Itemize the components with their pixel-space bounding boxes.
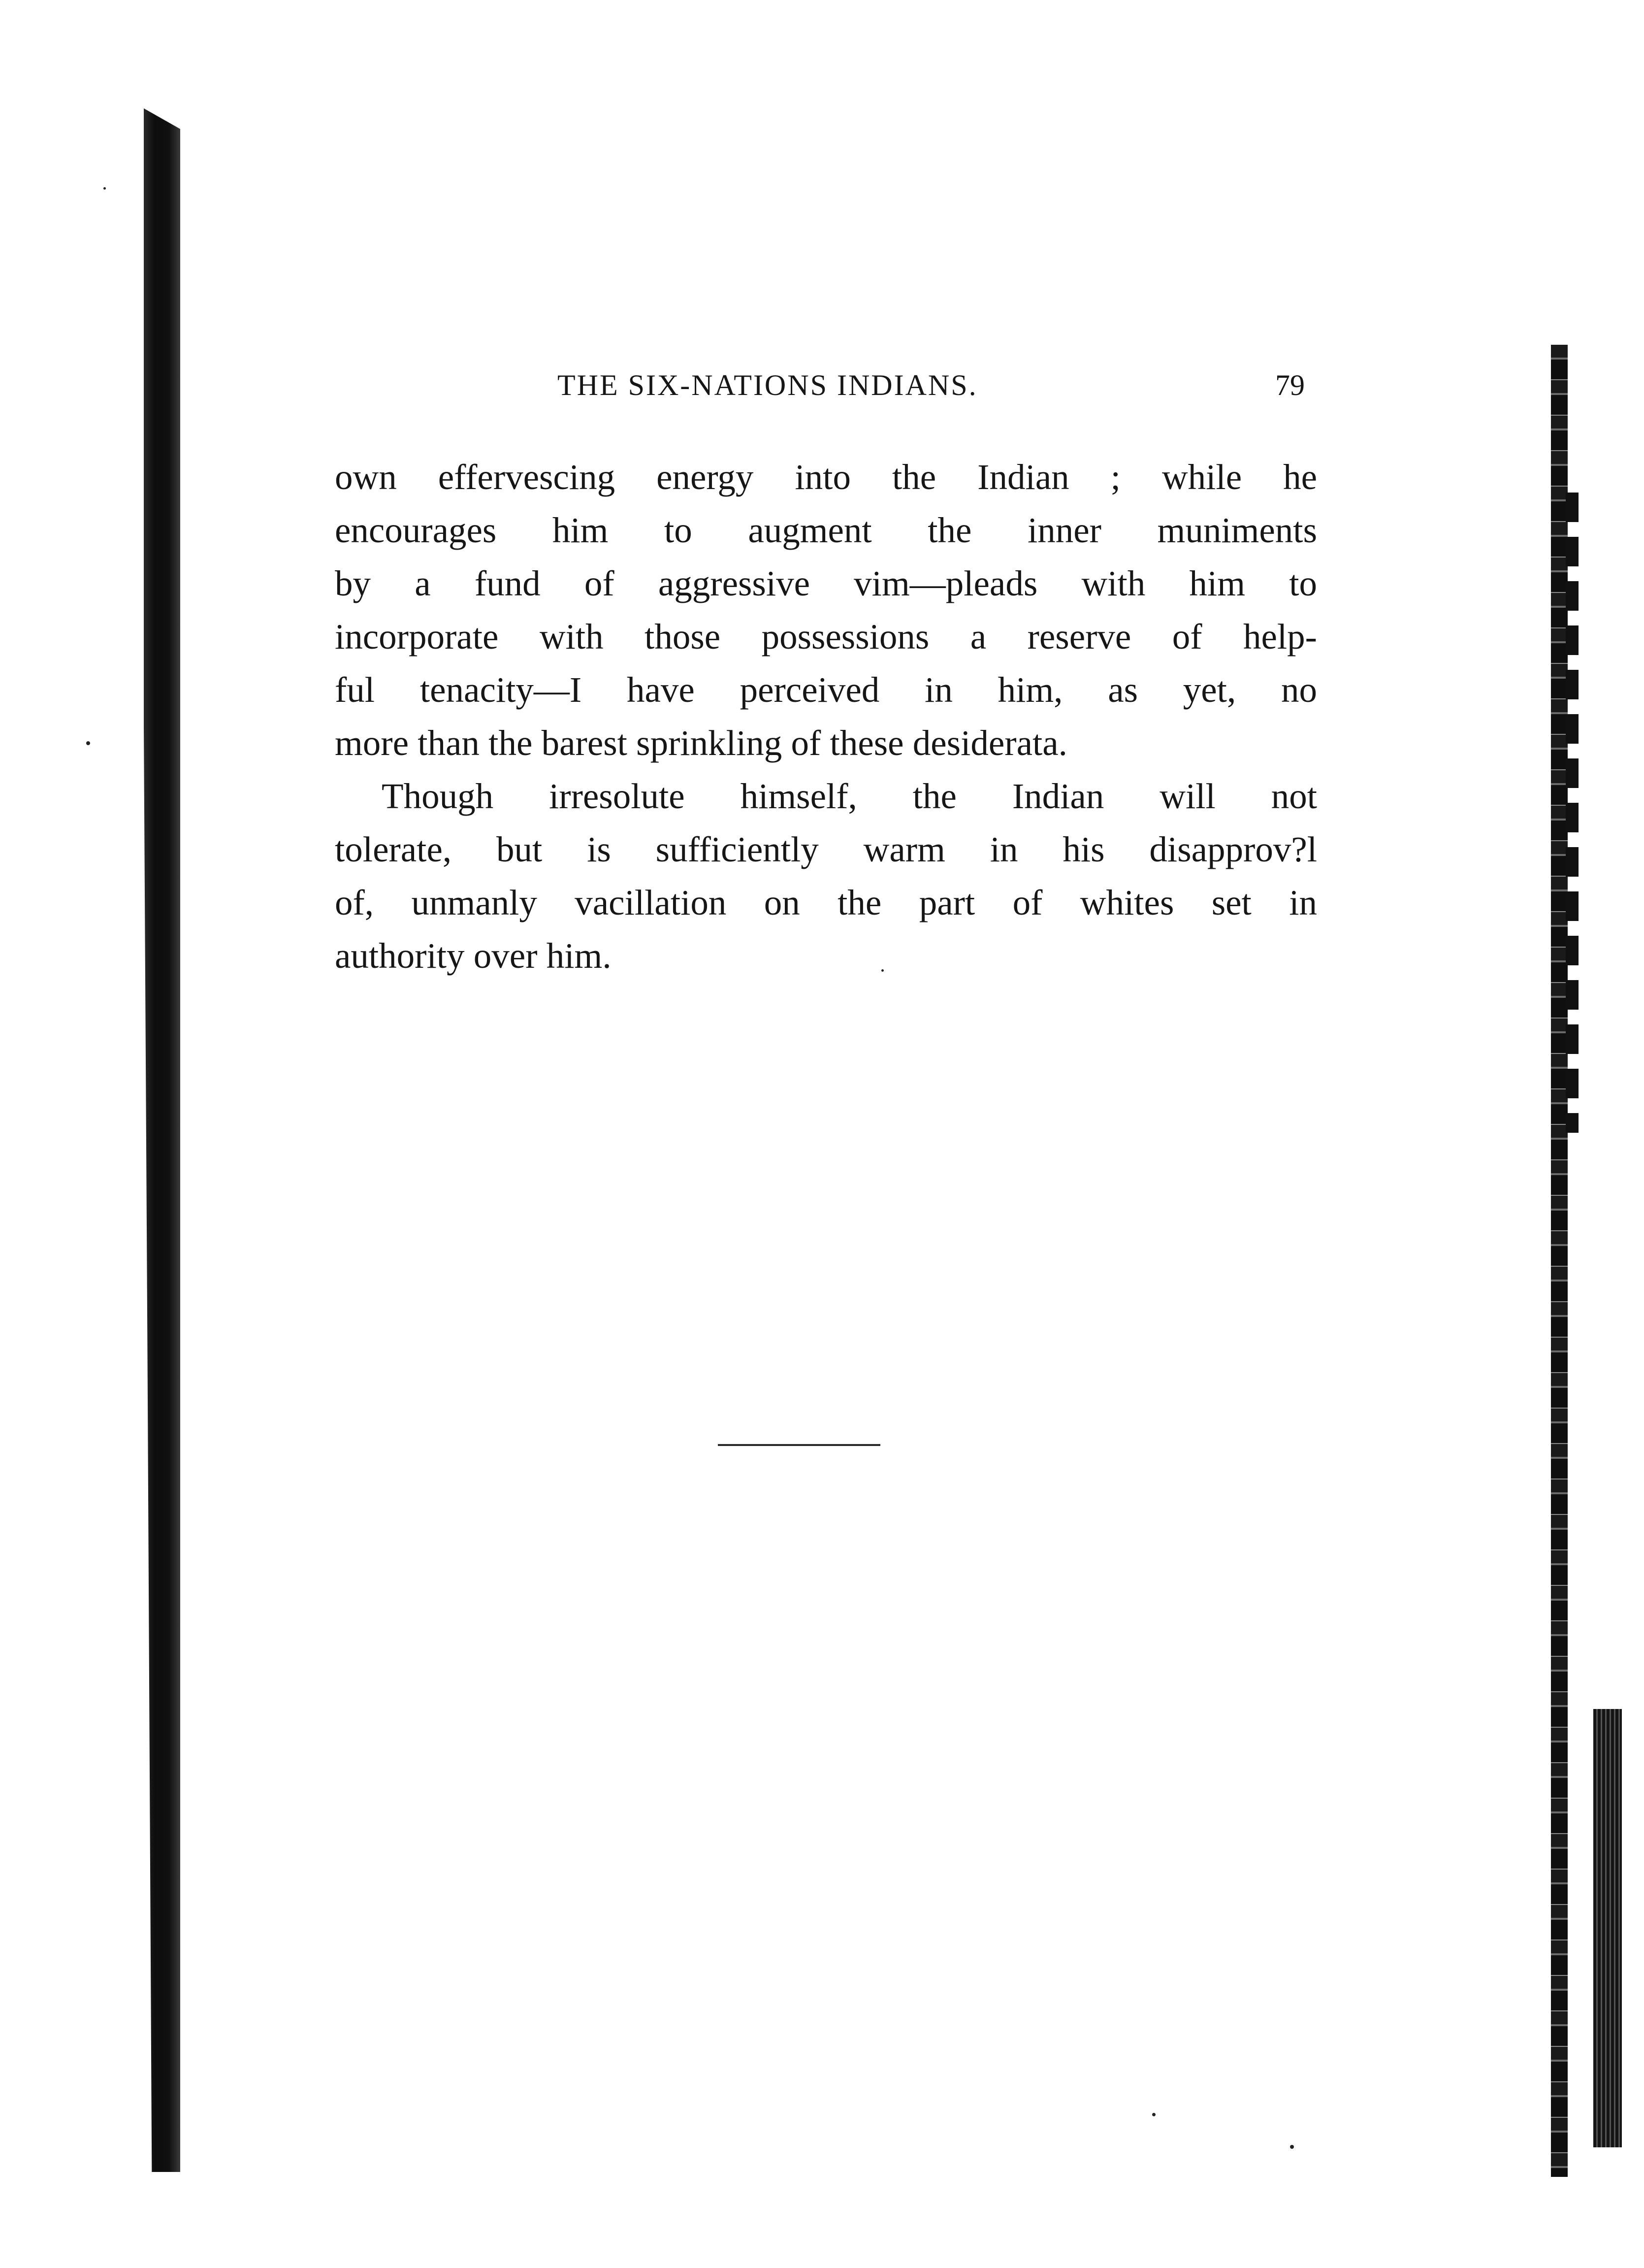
scan-speck: [103, 187, 106, 190]
text-line: authority over him.: [335, 936, 612, 976]
section-end-rule: [718, 1444, 880, 1446]
scan-speck: [86, 741, 90, 745]
text-line: incorporate with those possessions a reserve of help-: [335, 617, 1317, 657]
text-line: by a fund of aggressive vim—pleads with him to: [335, 563, 1317, 603]
text-line: tolerate, but is sufficiently warm in his disapprov?l: [335, 829, 1317, 869]
text-line: Though irresolute himself, the Indian will not: [382, 776, 1317, 816]
paragraph: [335, 451, 1317, 770]
scan-gutter-shadow-left: [144, 108, 180, 2172]
paragraph: [335, 770, 1317, 983]
running-head: THE SIX-NATIONS INDIANS.: [557, 369, 978, 401]
scan-edge-block: [1593, 1709, 1622, 2147]
text-line: ful tenacity—I have perceived in him, as yet, no: [335, 670, 1317, 710]
scan-edge-marks: [1566, 493, 1579, 1133]
text-line: own effervescing energy into the Indian ; while he: [335, 457, 1317, 497]
scan-speck: [1152, 2113, 1156, 2116]
page-number: 79: [1275, 369, 1305, 401]
text-line: of, unmanly vacillation on the part of whites set in: [335, 883, 1317, 922]
text-line: more than the barest sprinkling of these desiderata.: [335, 723, 1067, 763]
scan-gutter-shadow-right: [1551, 345, 1568, 2177]
scan-speck: [1290, 2145, 1294, 2149]
text-line: encourages him to augment the inner muniments: [335, 510, 1317, 550]
body-text: [335, 451, 1317, 983]
